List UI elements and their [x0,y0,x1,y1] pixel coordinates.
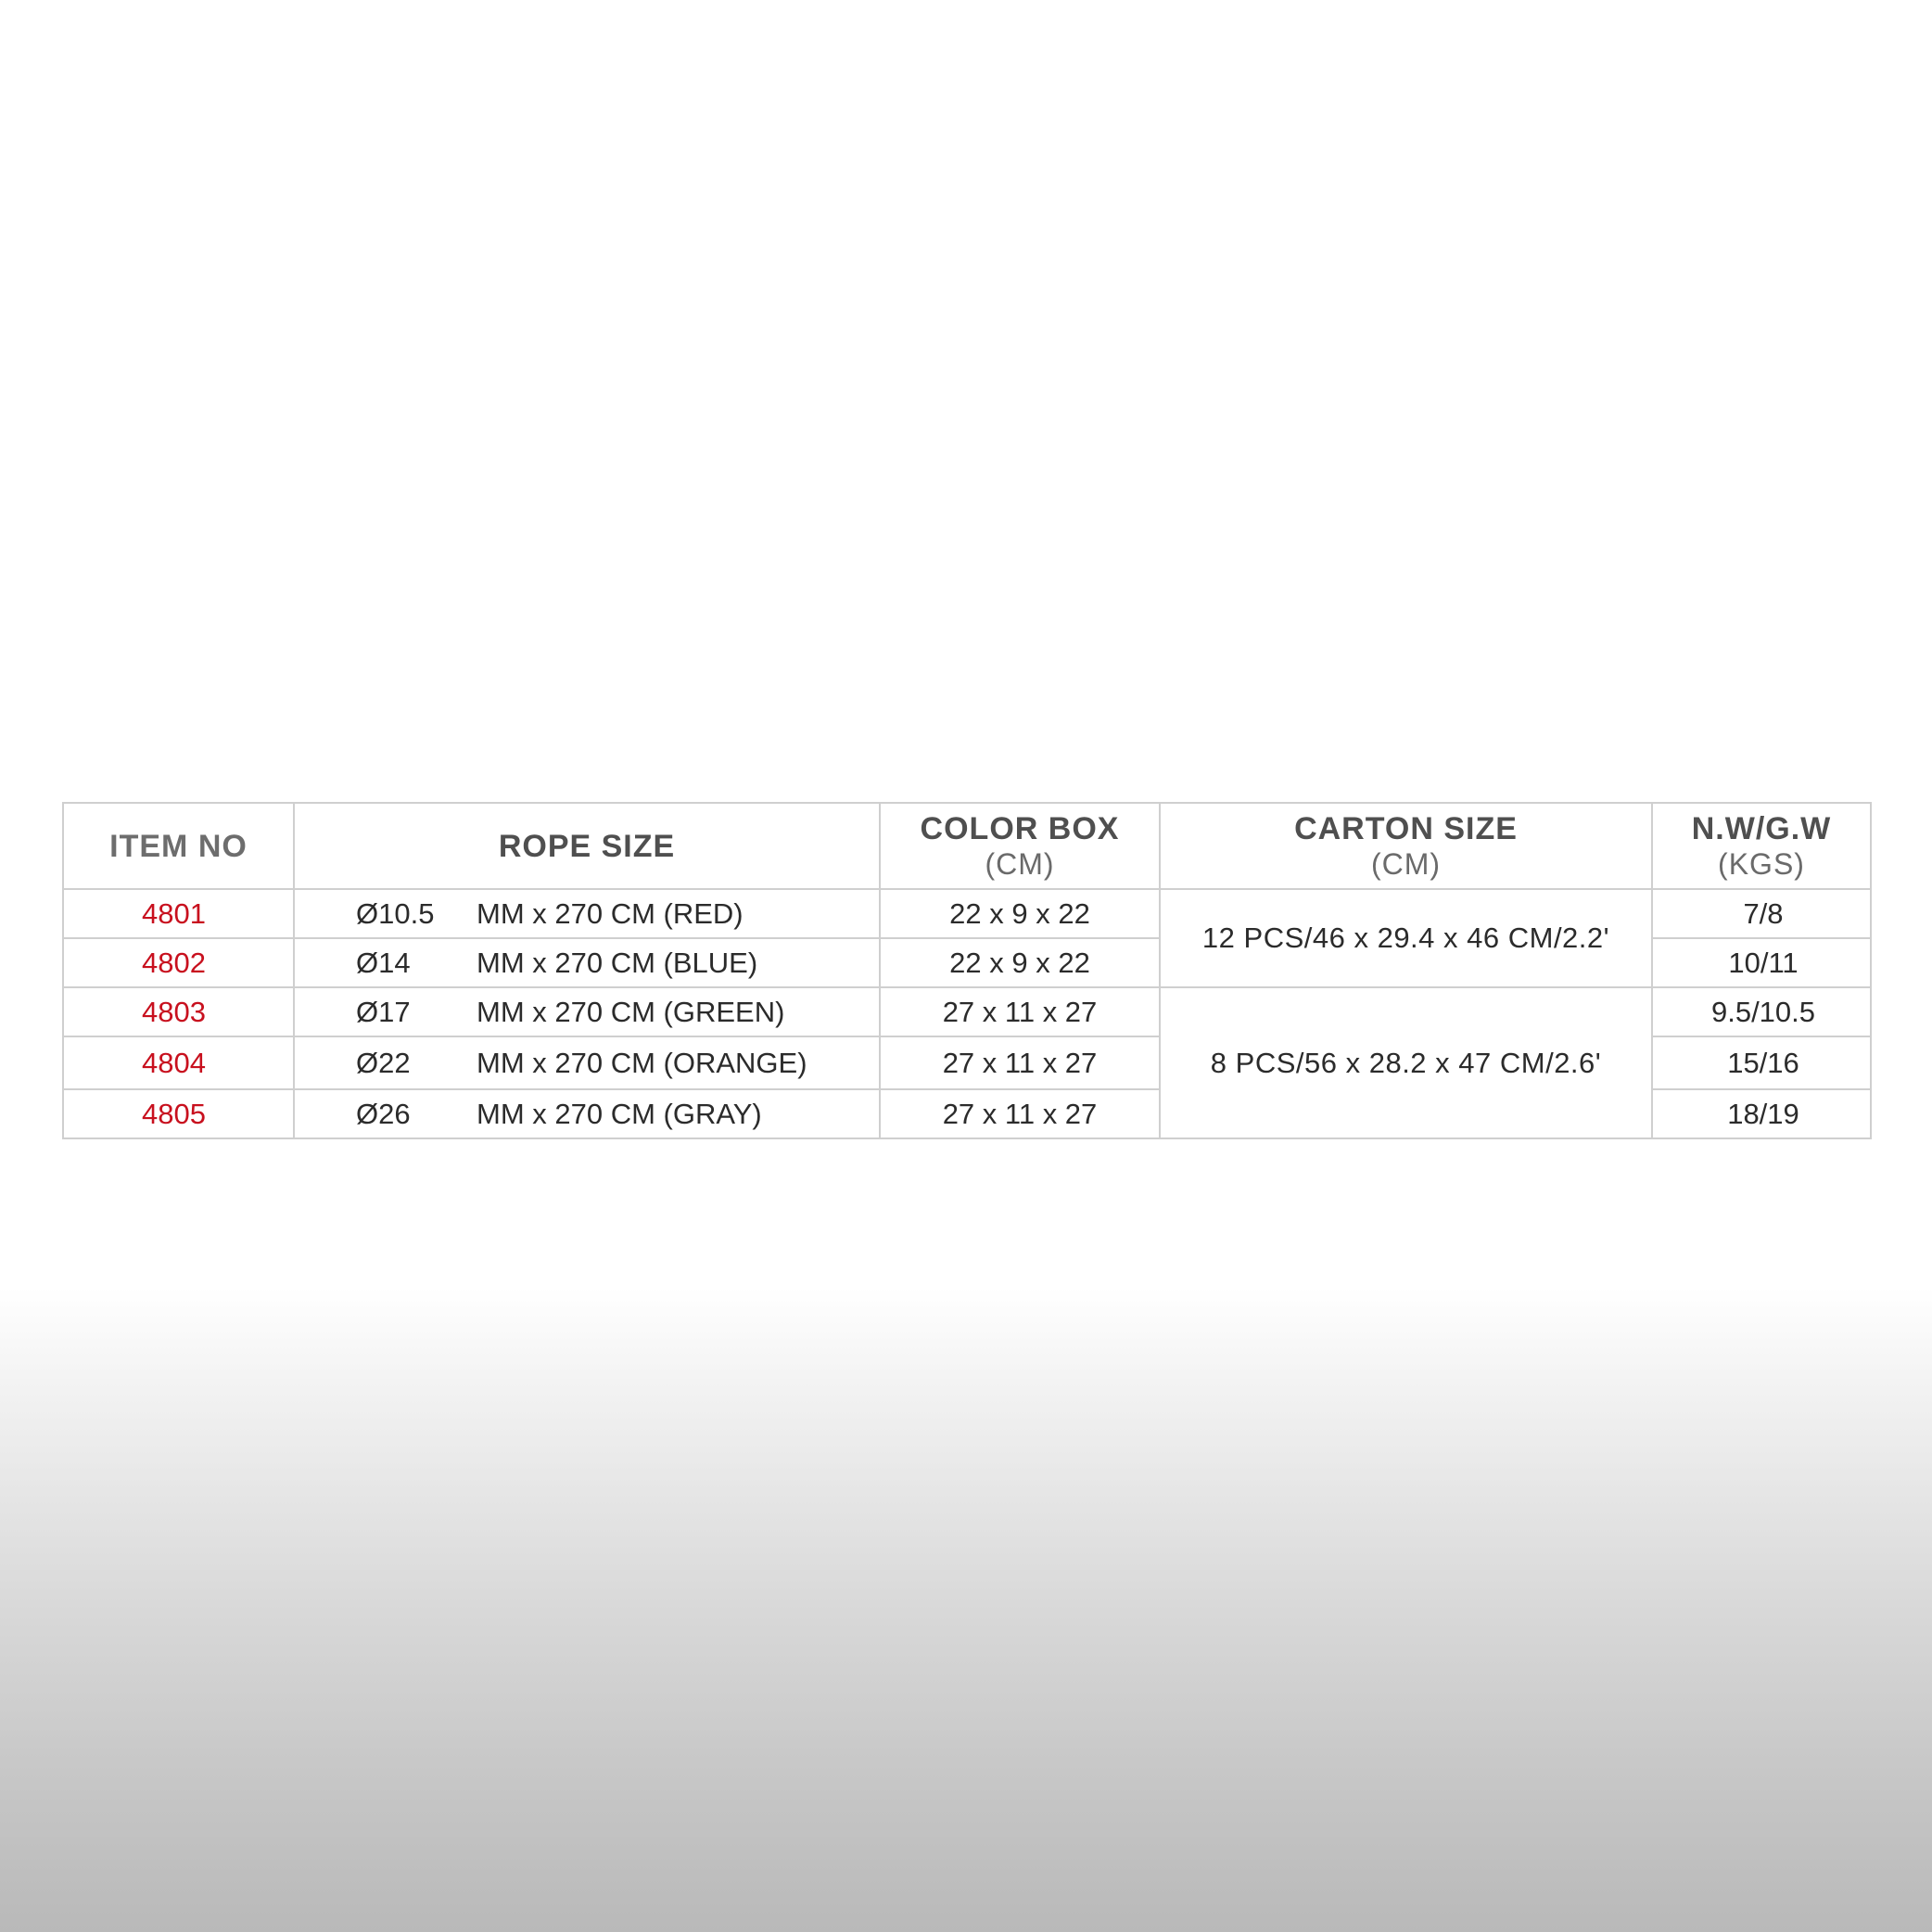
weight-value: 15/16 [1652,1036,1871,1089]
table-row [63,889,1871,938]
rope-spec: MM x 270 CM (GREEN) [477,995,785,1028]
rope-size-cell [294,938,880,987]
header-weight-label: N.W/G.W [1691,810,1832,846]
color-box-size: 22 x 9 x 22 [880,889,1160,938]
rope-size-cell [294,987,880,1036]
carton-size-group: 12 PCS/46 x 29.4 x 46 CM/2.2' [1160,889,1652,987]
rope-size-cell [294,1036,880,1089]
color-box-size: 27 x 11 x 27 [880,987,1160,1036]
header-color-box-unit: (CM) [985,846,1055,881]
item-number: 4801 [63,889,294,938]
rope-spec: MM x 270 CM (BLUE) [477,946,758,979]
weight-value: 7/8 [1652,889,1871,938]
product-spec-table [62,802,1872,1139]
color-box-size: 27 x 11 x 27 [880,1036,1160,1089]
header-row [63,803,1871,889]
header-rope-size-label: ROPE SIZE [498,828,676,864]
item-number: 4804 [63,1036,294,1089]
item-number: 4805 [63,1089,294,1138]
header-carton-size [1160,803,1652,889]
item-number: 4802 [63,938,294,987]
rope-diameter: Ø22 [356,1046,411,1079]
item-number: 4803 [63,987,294,1036]
color-box-size: 27 x 11 x 27 [880,1089,1160,1138]
header-color-box-label: COLOR BOX [920,810,1120,846]
header-weight-unit: (KGS) [1718,846,1805,881]
weight-value: 9.5/10.5 [1652,987,1871,1036]
rope-diameter: Ø14 [356,946,411,979]
weight-value: 10/11 [1652,938,1871,987]
table-row [63,987,1871,1036]
rope-size-cell [294,889,880,938]
carton-size-group: 8 PCS/56 x 28.2 x 47 CM/2.6' [1160,987,1652,1138]
color-box-size: 22 x 9 x 22 [880,938,1160,987]
header-item-no [63,803,294,889]
header-item-no-label: ITEM NO [109,828,248,864]
header-carton-size-label: CARTON SIZE [1294,810,1518,846]
rope-diameter: Ø17 [356,995,411,1028]
header-rope-size [294,803,880,889]
rope-diameter: Ø26 [356,1097,411,1130]
rope-spec: MM x 270 CM (ORANGE) [477,1046,807,1079]
rope-size-cell [294,1089,880,1138]
weight-value: 18/19 [1652,1089,1871,1138]
rope-spec: MM x 270 CM (GRAY) [477,1097,762,1130]
header-carton-size-unit: (CM) [1370,846,1442,881]
header-weight [1652,803,1871,889]
rope-diameter: Ø10.5 [356,896,435,930]
header-color-box [880,803,1160,889]
rope-spec: MM x 270 CM (RED) [477,896,744,930]
